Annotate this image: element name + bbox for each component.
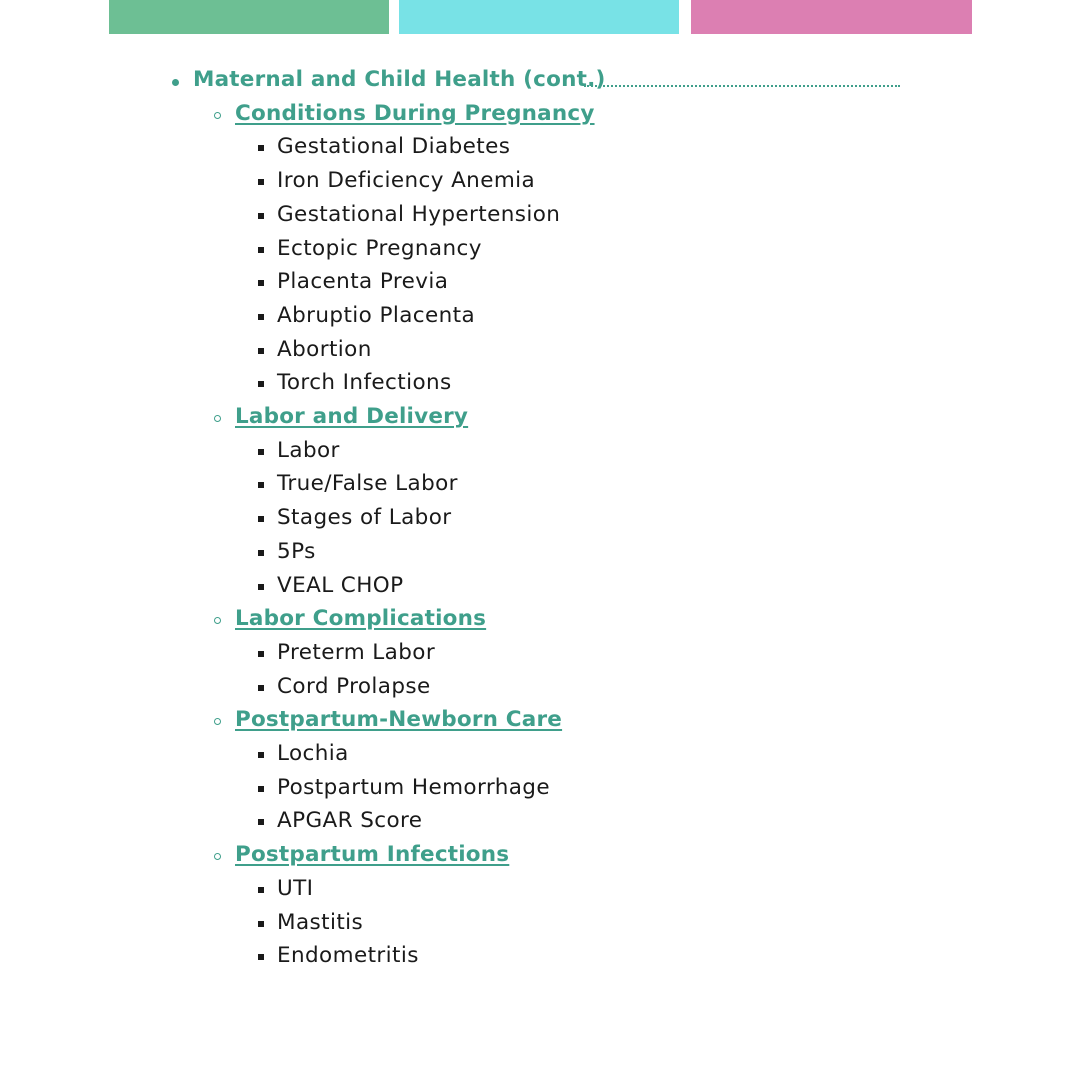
list-item-text: Postpartum Hemorrhage bbox=[277, 774, 550, 800]
square-bullet-icon bbox=[258, 651, 264, 657]
list-item bbox=[0, 199, 1080, 233]
list-item-text: Mastitis bbox=[277, 909, 364, 935]
circle-bullet-icon bbox=[214, 617, 221, 624]
list-item bbox=[0, 805, 1080, 839]
list-item-text: Gestational Diabetes bbox=[277, 134, 511, 160]
list-item bbox=[0, 131, 1080, 165]
square-bullet-icon bbox=[258, 584, 264, 590]
list-item-text: UTI bbox=[277, 875, 314, 901]
square-bullet-icon bbox=[258, 921, 264, 927]
list-item-text: Lochia bbox=[277, 741, 349, 766]
section-link[interactable]: Conditions During Pregnancy bbox=[235, 100, 595, 126]
toc-top-entry bbox=[0, 64, 1080, 98]
square-bullet-icon bbox=[258, 348, 264, 354]
list-item bbox=[0, 738, 1080, 772]
list-item bbox=[0, 233, 1080, 267]
section-link[interactable]: Labor and Delivery bbox=[235, 404, 469, 429]
list-item bbox=[0, 940, 1080, 974]
toc-section bbox=[0, 401, 1080, 435]
list-item bbox=[0, 300, 1080, 334]
square-bullet-icon bbox=[258, 213, 264, 219]
circle-bullet-icon bbox=[214, 718, 221, 725]
list-item bbox=[0, 536, 1080, 570]
list-item-text: Torch Infections bbox=[277, 370, 452, 396]
square-bullet-icon bbox=[258, 954, 264, 960]
list-item bbox=[0, 266, 1080, 300]
square-bullet-icon bbox=[258, 247, 264, 253]
square-bullet-icon bbox=[258, 786, 264, 792]
list-item-text: VEAL CHOP bbox=[277, 572, 404, 598]
section-link[interactable]: Postpartum Infections bbox=[235, 842, 510, 868]
dotted-leader bbox=[584, 85, 900, 87]
list-item bbox=[0, 502, 1080, 536]
square-bullet-icon bbox=[258, 280, 264, 286]
circle-bullet-icon bbox=[214, 112, 221, 119]
square-bullet-icon bbox=[258, 381, 264, 387]
list-item-text: Preterm Labor bbox=[277, 639, 436, 665]
square-bullet-icon bbox=[258, 145, 264, 151]
circle-bullet-icon bbox=[214, 415, 221, 422]
list-item bbox=[0, 435, 1080, 469]
list-item-text: Abortion bbox=[277, 336, 372, 362]
list-item bbox=[0, 334, 1080, 368]
section-link[interactable]: Postpartum-Newborn Care bbox=[235, 707, 563, 733]
toc-section bbox=[0, 704, 1080, 738]
list-item-text: Endometritis bbox=[277, 943, 419, 969]
list-item-text: Ectopic Pregnancy bbox=[277, 235, 482, 261]
toc-section bbox=[0, 839, 1080, 873]
square-bullet-icon bbox=[258, 819, 264, 825]
list-item bbox=[0, 873, 1080, 907]
list-item-text: Iron Deficiency Anemia bbox=[277, 168, 536, 194]
list-item-text: Gestational Hypertension bbox=[277, 201, 561, 227]
list-item bbox=[0, 772, 1080, 806]
list-item bbox=[0, 468, 1080, 502]
list-item bbox=[0, 637, 1080, 671]
header-color-bar-green bbox=[109, 0, 389, 34]
list-item bbox=[0, 907, 1080, 941]
list-item-text: Labor bbox=[277, 437, 340, 463]
list-item-text: APGAR Score bbox=[277, 808, 423, 834]
square-bullet-icon bbox=[258, 179, 264, 185]
toc-section bbox=[0, 98, 1080, 132]
disc-bullet-icon bbox=[172, 79, 179, 86]
circle-bullet-icon bbox=[214, 853, 221, 860]
toc-entry-title: Maternal and Child Health (cont.) bbox=[193, 67, 606, 92]
header-color-bar-cyan bbox=[399, 0, 679, 34]
list-item bbox=[0, 570, 1080, 604]
list-item-text: Abruptio Placenta bbox=[277, 302, 476, 328]
list-item-text: 5Ps bbox=[277, 538, 316, 564]
square-bullet-icon bbox=[258, 482, 264, 488]
list-item-text: Cord Prolapse bbox=[277, 673, 431, 699]
square-bullet-icon bbox=[258, 550, 264, 556]
square-bullet-icon bbox=[258, 887, 264, 893]
list-item bbox=[0, 367, 1080, 401]
square-bullet-icon bbox=[258, 449, 264, 455]
square-bullet-icon bbox=[258, 314, 264, 320]
list-item bbox=[0, 165, 1080, 199]
square-bullet-icon bbox=[258, 685, 264, 691]
list-item-text: Placenta Previa bbox=[277, 269, 449, 295]
square-bullet-icon bbox=[258, 752, 264, 758]
list-item-text: True/False Labor bbox=[277, 471, 458, 497]
toc-section bbox=[0, 603, 1080, 637]
list-item-text: Stages of Labor bbox=[277, 505, 452, 531]
list-item bbox=[0, 671, 1080, 705]
header-color-bar-pink bbox=[691, 0, 972, 34]
square-bullet-icon bbox=[258, 516, 264, 522]
section-link[interactable]: Labor Complications bbox=[235, 606, 487, 632]
